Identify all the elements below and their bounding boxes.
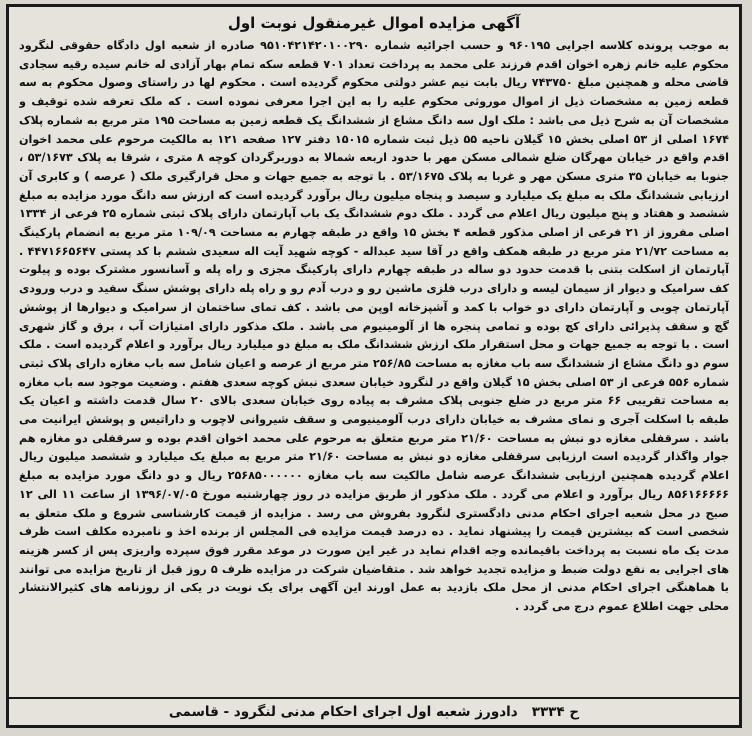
footer-signature: دادورز شعبه اول اجرای احکام مدنی لنگرود - قاسمی xyxy=(168,704,518,720)
notice-body: به موجب پرونده کلاسه اجرایی ۹۶۰۱۹۵ و حسب اجرائیه شماره ۹۵۱۰۴۲۱۴۲۰۱۰۰۲۹۰ صادره از شعبه اول دادگاه حقوقی لنگرود محکوم علیه خانم زهره اخوان اقدم فرزند علی محمد به پرداخت تعداد ۷۰۱ قطعه سکه تمام بهار آزادی له خانم سیده رقیه سجادی قاضی محله و همچنین مبلغ ۷۴۳۷۵۰ ریال بابت نیم عشر دولتی محکوم گردیده است . محکوم لها در راستای وصول محکوم به سه قطعه زمین به مشخصات ذیل از اموال موروثی محکوم علیه را به این اجرا معرفی نموده است . که ملک تعرفه شده توقیف و مشخصات آن به شرح ذیل می باشد : ملک اول سه دانگ مشاع از ششدانگ یک قطعه زمین به مساحت ۱۹۵ متر مربع به شماره پلاک ۱۶۷۴ اصلی از ۵۳ اصلی بخش ۱۵ گیلان ناحیه ۵۵ ذیل ثبت شماره ۱۵۰۱۵ دفتر ۱۲۷ صفحه ۱۲۱ به مالکیت مرحوم علی محمد اخوان اقدم واقع در خیابان مهرگان ضلع شمالی مسکن مهر با حدود اربعه شمالا به دوربرگردان کوچه ۸ متری ، شرقا به پلاک ۵۳/۱۶۷۳ ، جنوبا به خیابان ۳۵ متری مسکن مهر و غربا به پلاک ۵۳/۱۶۷۵ . با توجه به جمیع جهات و محل قرارگیری ملک ( عرصه ) و کابری آن ارزیابی ششدانگ ملک به مبلغ یک میلیارد و سیصد و پنجاه میلیون ریال برآورد گردیده است که ارزش سه دانگ مورد مزایده به مبلغ ششصد و هفتاد و پنج میلیون ریال اعلام می گردد . ملک دوم ششدانگ یک باب آپارتمان دارای پلاک ثبتی شماره ۲۵ فرعی از ۱۳۳۴ اصلی مفروز از ۲۱ فرعی از اصلی مذکور قطعه ۴ بخش ۱۵ واقع در طبقه چهارم به مساحت ۱۰۹/۰۹ متر مربع به انضمام پارکینگ به مساحت ۲۱/۷۲ متر مربع در طبقه همکف واقع در آقا سید عبداله - کوچه شهید آیت اله سعیدی ششم با کد پستی ۴۴۷۱۶۶۵۶۴۷ . آپارتمان از اسکلت بتنی با قدمت حدود دو ساله در طبقه چهارم دارای پارکینگ مجزی و راه پله و آسانسور مشترک بوده و پیلوت کف سرامیک و دیوار از سیمان لیسه و دارای درب فلزی ماشین رو و درب آدم رو و راه پله دارای پوشش سنگ سفید و درب ورودی آپارتمان چوبی و آپارتمان دارای دو خواب با کمد و آشپزخانه اوپن می باشد . کف تمای ساختمان از سرامیک و دیوارها از پوشش گچ و سقف پذیرائی دارای کچ بوده و تمامی پنجره ها از آلومینیوم می باشد . ملک مذکور دارای امتیازات آب ، برق و گاز شهری است . با توجه به جمیع جهات و محل استقرار ملک ارزش ششدانگ ملک به مبلغ دو میلیارد ریال برآورد و اعلام گردیده است . ملک سوم دو دانگ مشاع از ششدانگ سه باب مغازه به مساحت ۲۵۶/۸۵ متر مربع از عرصه و اعیان شامل سه باب مغازه دارای پلاک ثبتی شماره ۵۵۶ فرعی از ۵۳ اصلی بخش ۱۵ گیلان واقع در لنگرود خیابان سعدی نبش کوچه سعدی هفتم . وضعیت موجود سه باب مغازه به مساحت تقریبی ۶۶ متر مربع در ضلع جنوبی پلاک مشرف به پیاده روی خیابان سعدی بالای ۲۰ سال قدمت داشته و اعیان یک طبقه با اسکلت آجری و نمای مشرف به خیابان دارای درب آلومینیومی و سقف شیروانی لاچوب و داراتیس و پوشش ایرانیت می باشد . سرقفلی مغازه دو نبش به مساحت ۲۱/۶۰ متر مربع متعلق به مرحوم علی محمد اخوان اقدم بوده و سرقفلی دو مغازه هم جوار واگذار گردیده است ارزیابی سرقفلی مغازه دو نبش به مساحت ۲۱/۶۰ متر مربع به مبلغ یک میلیارد و ششصد میلیون ریال اعلام گردیده همچنین ارزیابی ششدانگ عرصه شامل مالکیت سه باب مغازه ۲۵۶۸۵۰۰۰۰۰۰ ریال و دو دانگ مورد مزایده به مبلغ ۸۵۶۱۶۶۶۶۶ ریال برآورد و اعلام می گردد . ملک مذکور از طریق مزایده در روز چهارشنبه مورخ ۱۳۹۶/۰۷/۰۵ از ساعت ۱۱ الی ۱۲ صبح در محل شعبه اجرای احکام مدنی دادگستری لنگرود بفروش می رسد . مزایده از قیمت کارشناسی شروع و ملک متعلق به شخصی است که بیشترین قیمت را پیشنهاد نماید . ده درصد قیمت مزایده فی المجلس از برنده اخذ و نامبرده مکلف است ظرف مدت یک ماه نسبت به پرداخت باقیمانده وجه اقدام نماید در غیر این صورت در موعد مقرر فوق سپرده واریزی پس از کسر هزینه های اجرایی به نفع دولت ضبط و مزایده تجدید خواهد شد . متقاضیان شرکت در مزایده ظرف ۵ روز قبل از تاریخ مزایده می توانند با هماهنگی اجرای احکام مدنی از محل ملک بازدید به عمل اورند این آگهی برای یک نوبت در یکی از روزنامه های کثیرالانتشار محلی جهت اطلاع عموم درج می گردد . xyxy=(19,39,729,614)
auction-notice xyxy=(6,4,742,728)
notice-title: آگهی مزایده اموال غیرمنقول نوبت اول xyxy=(227,14,521,32)
notice-footer xyxy=(9,697,739,725)
footer-code: ح ۳۳۳۴ xyxy=(531,704,580,720)
